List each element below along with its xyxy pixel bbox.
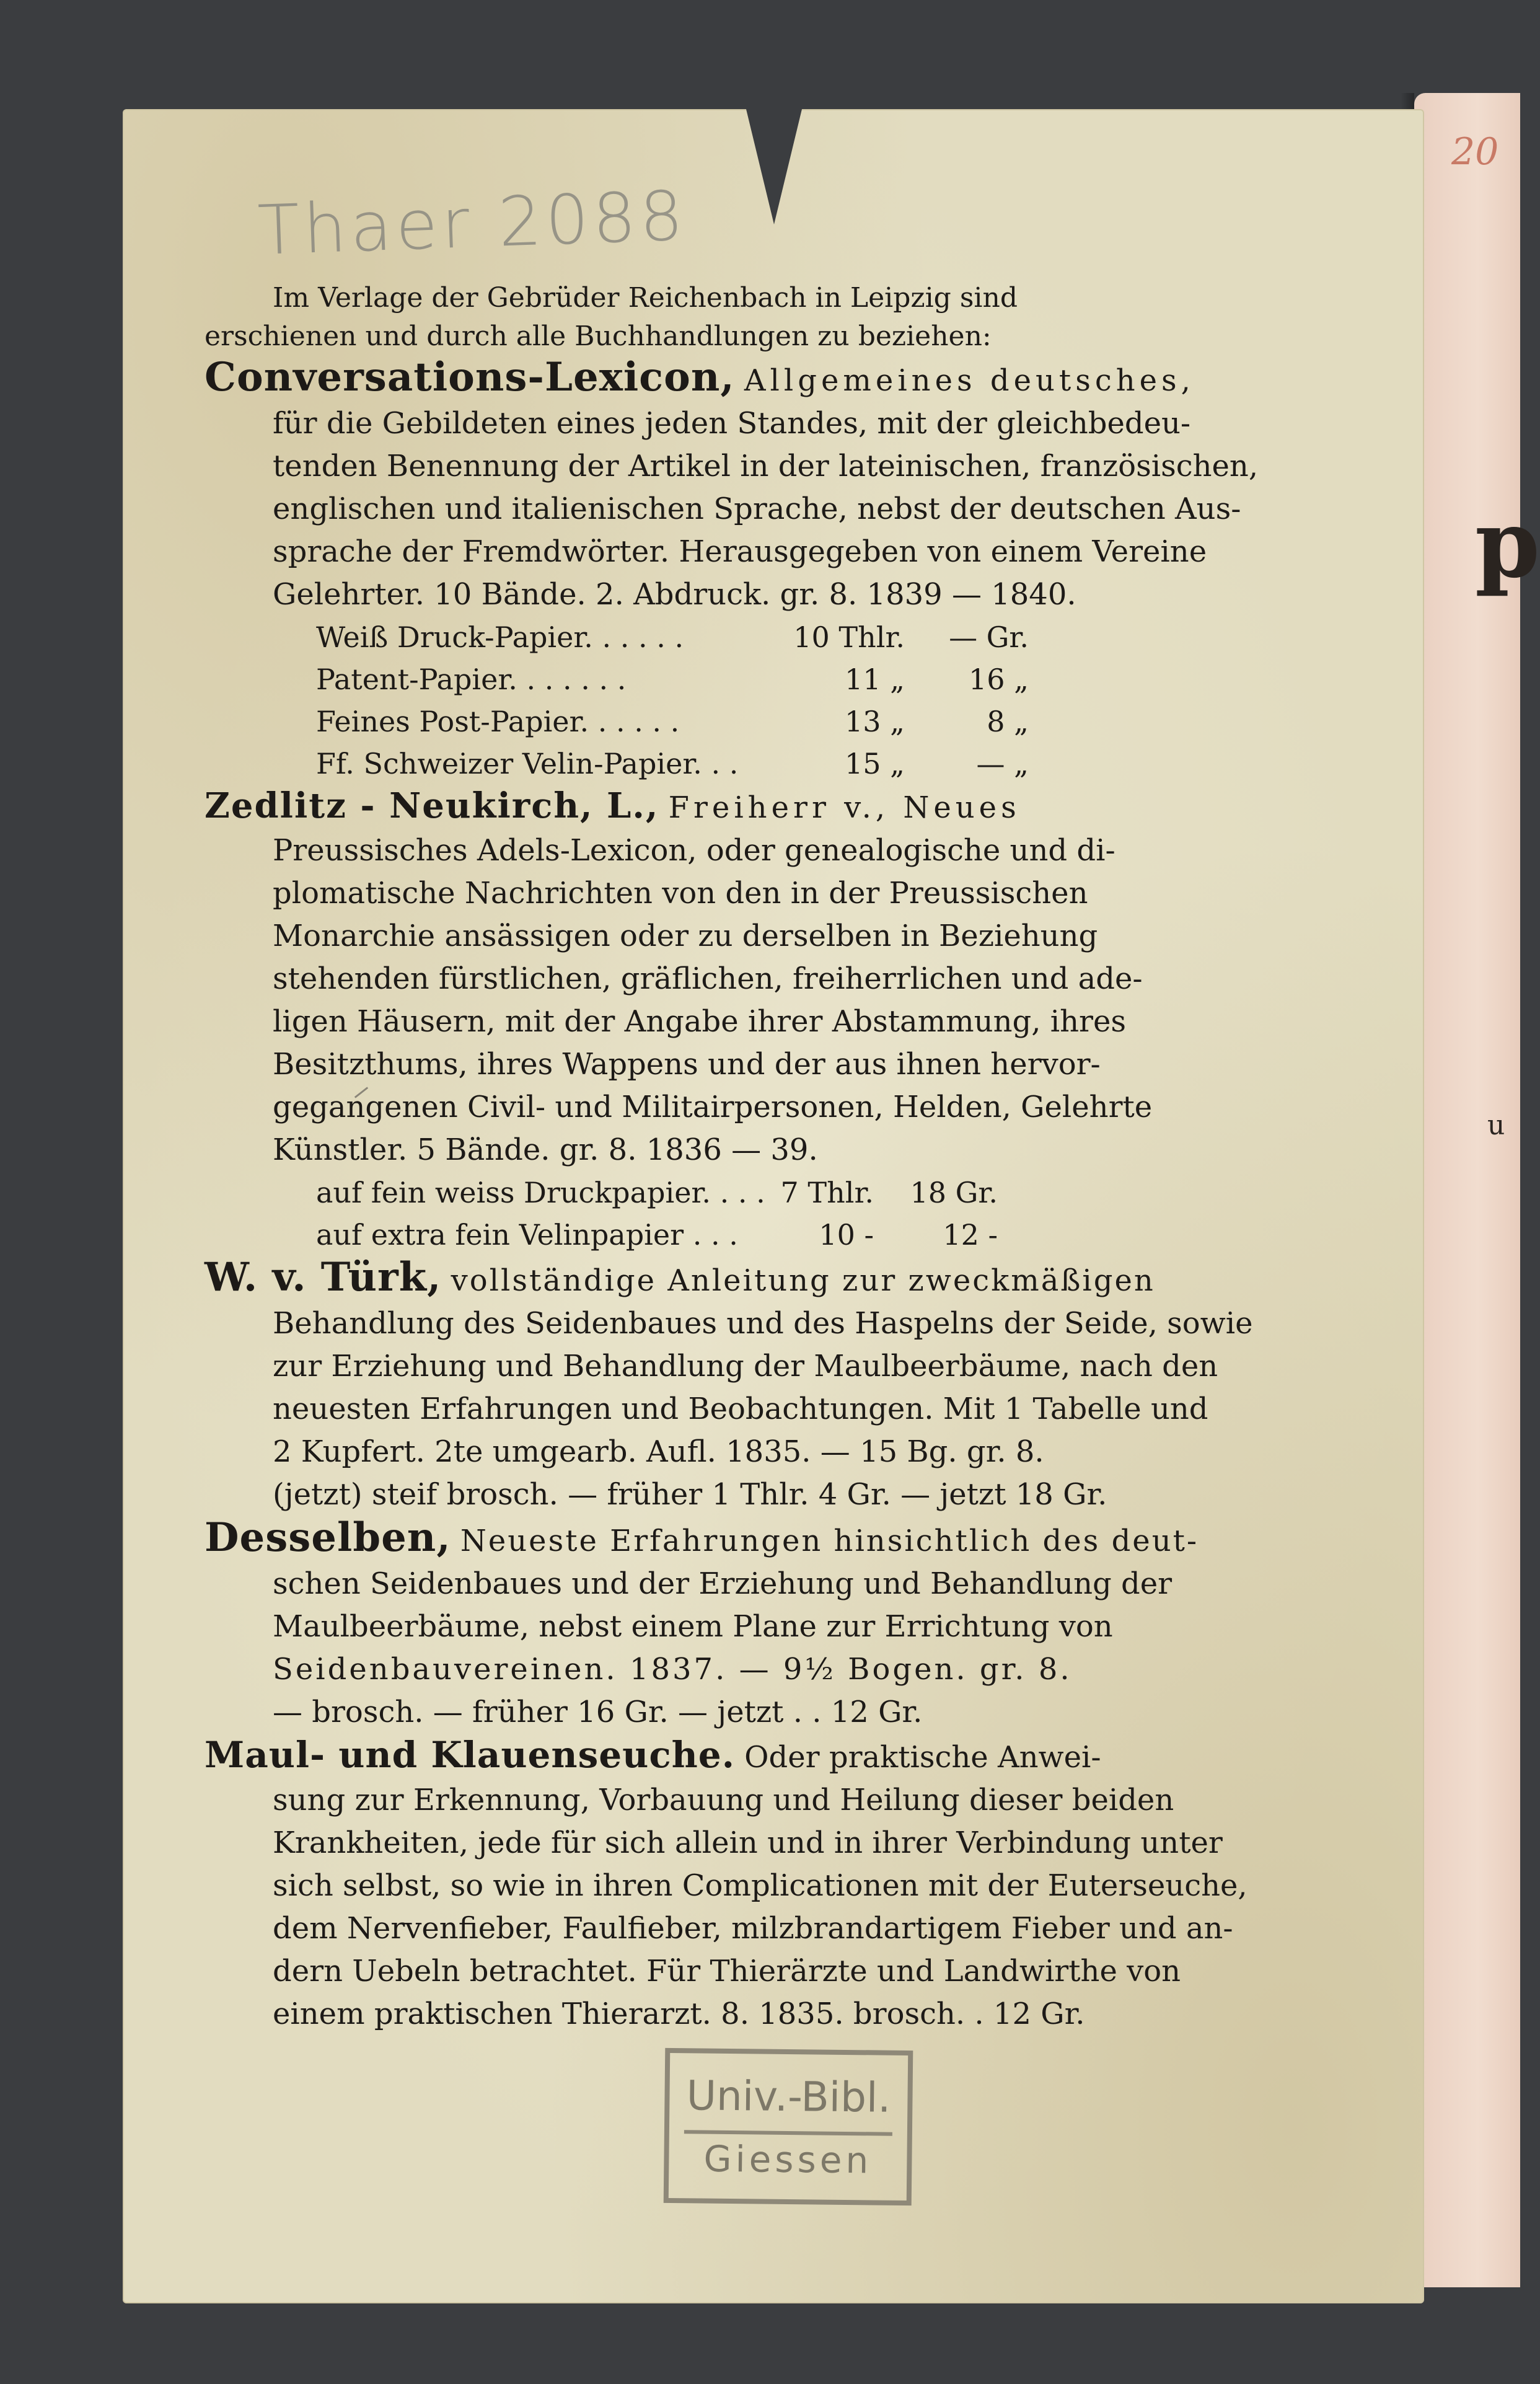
- entry-line: ligen Häusern, mit der Angabe ihrer Abstammung, ihres: [273, 1004, 1126, 1039]
- intro-line: Im Verlage der Gebrüder Reichenbach in Leipzig sind: [273, 282, 1018, 314]
- price-groschen: 16 „: [969, 663, 1029, 696]
- entry-line: für die Gebildeten eines jeden Standes, mit der gleichbedeu-: [273, 406, 1191, 441]
- entry-line: Seidenbauvereinen. 1837. — 9½ Bogen. gr. 8.: [273, 1652, 1072, 1687]
- entry-line: Behandlung des Seidenbaues und des Haspelns der Seide, sowie: [273, 1306, 1253, 1341]
- price-thaler: 10 Thlr.: [793, 620, 905, 654]
- price-row: [205, 743, 1221, 785]
- page-tear-notch: [746, 107, 803, 224]
- entry-line: Krankheiten, jede für sich allein und in ihrer Verbindung unter: [273, 1826, 1223, 1860]
- price-thaler: 15 „: [845, 747, 905, 780]
- entry-line: sich selbst, so wie in ihren Complicationen mit der Euterseuche,: [273, 1868, 1247, 1903]
- entry-line: Künstler. 5 Bände. gr. 8. 1836 — 39.: [273, 1132, 818, 1167]
- shelfmark-handwriting: Thaer 2088: [256, 175, 689, 271]
- neighbor-fragment-letter: u: [1487, 1110, 1505, 1141]
- price-label: auf extra fein Velinpapier . . .: [316, 1218, 738, 1252]
- price-label: Feines Post-Papier. . . . . .: [316, 705, 680, 738]
- entry-keyword: Desselben,: [205, 1514, 451, 1561]
- entry-keyword: W. v. Türk,: [205, 1254, 442, 1300]
- entry-line: Neueste Erfahrungen hinsichtlich des deut-: [460, 1524, 1199, 1558]
- price-row: [205, 616, 1221, 658]
- entry-line: sprache der Fremdwörter. Herausgegeben von einem Vereine: [273, 534, 1207, 569]
- stamp-line: Giessen: [684, 2130, 892, 2186]
- entry-line: — brosch. — früher 16 Gr. — jetzt . . 12 Gr.: [273, 1695, 923, 1729]
- entry-desselben: [205, 1516, 1221, 1734]
- price-groschen: — Gr.: [949, 620, 1029, 654]
- price-groschen: 12 -: [943, 1218, 998, 1252]
- entry-line: dem Nervenfieber, Faulfieber, milzbrandartigem Fieber und an-: [273, 1911, 1233, 1946]
- entry-line: englischen und italienischen Sprache, nebst der deutschen Aus-: [273, 492, 1241, 526]
- entry-keyword: Maul- und Klauenseuche.: [205, 1734, 735, 1776]
- price-row: [205, 700, 1221, 743]
- neighbor-fragment-letter: p: [1475, 490, 1540, 599]
- library-stamp: [664, 2048, 913, 2205]
- entry-line: gegangenen Civil- und Militairpersonen, Helden, Gelehrte: [273, 1090, 1153, 1124]
- entry-line: sung zur Erkennung, Vorbauung und Heilung dieser beiden: [273, 1783, 1174, 1817]
- neighbor-page-number: 20: [1451, 130, 1499, 174]
- price-row: [205, 1172, 1221, 1214]
- entry-line: zur Erziehung und Behandlung der Maulbeerbäume, nach den: [273, 1349, 1218, 1384]
- entry-line: Gelehrter. 10 Bände. 2. Abdruck. gr. 8. 1839 — 1840.: [273, 577, 1076, 612]
- advertisement-text: [205, 279, 1259, 2036]
- entry-zedlitz-neukirch: [205, 785, 1221, 1256]
- entry-line: plomatische Nachrichten von den in der Preussischen: [273, 876, 1088, 911]
- entry-line: Preussisches Adels-Lexicon, oder genealogische und di-: [273, 833, 1115, 868]
- price-label: Weiß Druck-Papier. . . . . .: [316, 620, 684, 654]
- intro-line: erschienen und durch alle Buchhandlungen zu beziehen:: [205, 320, 992, 352]
- price-thaler: 13 „: [845, 705, 905, 738]
- entry-keyword: Conversations-Lexicon,: [205, 354, 735, 400]
- price-thaler: 7 Thlr.: [780, 1176, 874, 1209]
- stamp-line: Univ.-Bibl.: [686, 2072, 891, 2122]
- neighbor-page-edge: [1414, 93, 1540, 2287]
- entry-line: Besitzthums, ihres Wappens und der aus ihnen hervor-: [273, 1047, 1101, 1082]
- entry-line: Maulbeerbäume, nebst einem Plane zur Errichtung von: [273, 1609, 1113, 1644]
- entry-keyword: Zedlitz - Neukirch, L.,: [205, 785, 659, 826]
- price-groschen: 8 „: [987, 705, 1029, 738]
- entry-tuerk: [205, 1254, 1253, 1516]
- entry-line: vollständige Anleitung zur zweckmäßigen: [451, 1263, 1155, 1298]
- entry-line: Allgemeines deutsches,: [744, 363, 1195, 398]
- price-row: [205, 658, 1221, 700]
- entry-line: dern Uebeln betrachtet. Für Thierärzte und Landwirthe von: [273, 1954, 1181, 1989]
- entry-line: tenden Benennung der Artikel in der lateinischen, französischen,: [273, 449, 1259, 483]
- entry-line: Oder praktische Anwei-: [744, 1740, 1101, 1775]
- entry-line: Freiherr v., Neues: [668, 790, 1021, 825]
- price-label: Ff. Schweizer Velin-Papier. . .: [316, 747, 739, 780]
- price-groschen: 18 Gr.: [910, 1176, 998, 1209]
- price-groschen: — „: [976, 747, 1029, 780]
- price-thaler: 11 „: [845, 663, 905, 696]
- entry-line: schen Seidenbaues und der Erziehung und Behandlung der: [273, 1566, 1173, 1601]
- entry-maul-klauenseuche: [205, 1734, 1247, 2036]
- entry-line: (jetzt) steif brosch. — früher 1 Thlr. 4 Gr. — jetzt 18 Gr.: [273, 1477, 1107, 1512]
- publisher-intro: [205, 279, 1221, 356]
- entry-line: neuesten Erfahrungen und Beobachtungen. Mit 1 Tabelle und: [273, 1392, 1208, 1426]
- entry-line: stehenden fürstlichen, gräflichen, freiherrlichen und ade-: [273, 961, 1143, 996]
- entry-line: 2 Kupfert. 2te umgearb. Aufl. 1835. — 15 Bg. gr. 8.: [273, 1434, 1044, 1469]
- entry-line: einem praktischen Thierarzt. 8. 1835. brosch. . 12 Gr.: [273, 1997, 1085, 2031]
- entry-conversations-lexicon: [205, 354, 1259, 785]
- price-thaler: 10 -: [819, 1218, 874, 1252]
- price-row: [205, 1214, 1221, 1256]
- price-label: Patent-Papier. . . . . . .: [316, 663, 627, 696]
- price-label: auf fein weiss Druckpapier. . . .: [316, 1176, 765, 1209]
- entry-line: Monarchie ansässigen oder zu derselben in Beziehung: [273, 919, 1098, 953]
